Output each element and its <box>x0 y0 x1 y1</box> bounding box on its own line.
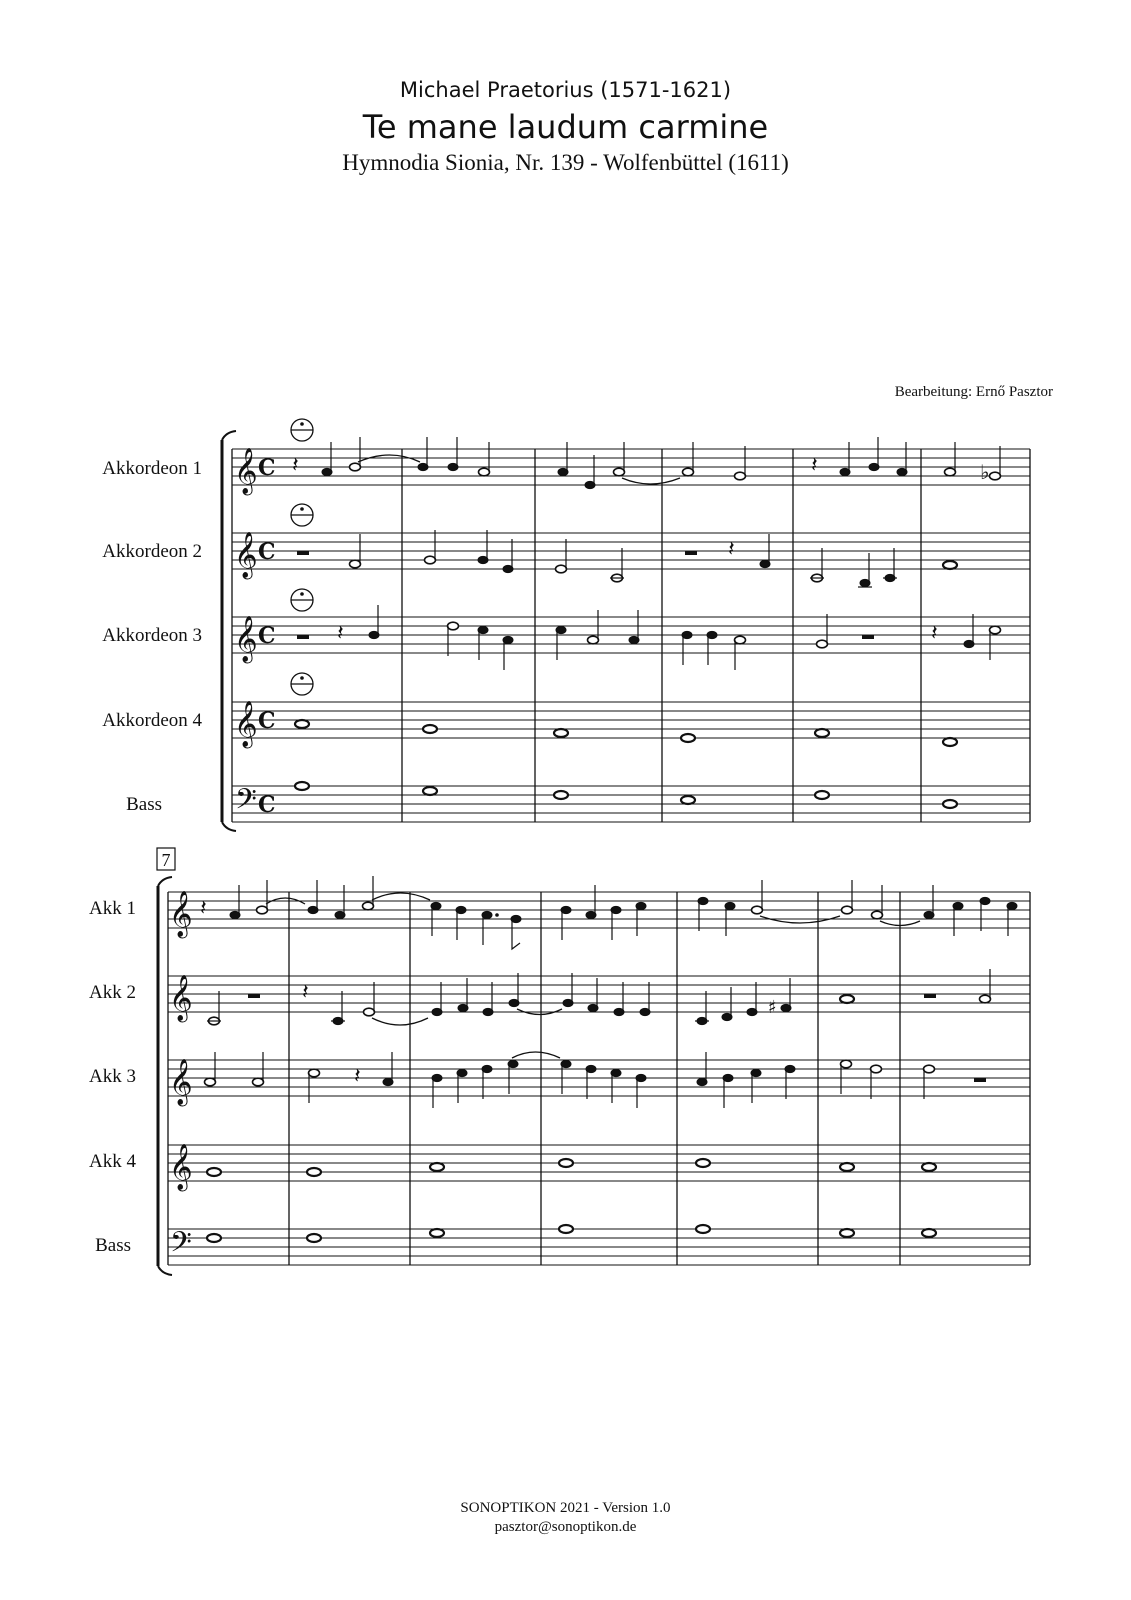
bass-notes-s2 <box>207 1225 936 1242</box>
time-signature: C <box>258 792 276 818</box>
bracket-bottom-hook <box>158 1266 172 1275</box>
akk1-notes-s2 <box>200 876 1017 949</box>
svg-text:𝄽: 𝄽 <box>292 453 299 478</box>
bracket-top-hook <box>222 431 236 440</box>
staff-label-akk1: Akkordeon 1 <box>102 458 202 479</box>
system-2 <box>89 848 1030 1275</box>
staff-label-akk1: Akk 1 <box>89 898 136 919</box>
time-signature: C <box>258 623 276 649</box>
staff-label-akk3: Akkordeon 3 <box>102 625 202 646</box>
treble-clef: 𝄞 <box>169 975 193 1021</box>
staff-label-akk3: Akk 3 <box>89 1066 136 1087</box>
treble-clef: 𝄞 <box>234 448 258 494</box>
piece-title: Te mane laudum carmine <box>362 108 769 146</box>
footer-email: pasztor@sonoptikon.de <box>494 1519 637 1535</box>
piece-subtitle: Hymnodia Sionia, Nr. 139 - Wolfenbüttel (1611) <box>342 150 789 175</box>
treble-clef: 𝄞 <box>234 701 258 747</box>
svg-text:♯: ♯ <box>768 997 777 1018</box>
svg-text:𝄽: 𝄽 <box>728 537 735 562</box>
treble-clef: 𝄞 <box>169 1059 193 1105</box>
akk1-notes-s1 <box>292 437 1001 489</box>
akk4-notes-s2 <box>207 1159 936 1176</box>
staff-label-bass: Bass <box>126 794 162 815</box>
treble-clef: 𝄞 <box>234 616 258 662</box>
system-1 <box>102 419 1030 831</box>
staff-label-akk4: Akkordeon 4 <box>102 710 202 731</box>
svg-text:𝄽: 𝄽 <box>302 980 309 1005</box>
composer: Michael Praetorius (1571-1621) <box>399 78 732 102</box>
time-signature: C <box>258 455 276 481</box>
svg-text:𝄽: 𝄽 <box>931 621 938 646</box>
svg-text:𝄽: 𝄽 <box>200 896 207 921</box>
treble-clef: 𝄞 <box>169 1144 193 1190</box>
time-signature: C <box>258 539 276 565</box>
svg-text:𝄽: 𝄽 <box>337 621 344 646</box>
bass-clef: 𝄢 <box>170 1226 192 1266</box>
measure-number: 7 <box>161 850 171 870</box>
arranger-credit: Bearbeitung: Ernő Pasztor <box>894 384 1053 400</box>
svg-text:♭: ♭ <box>980 460 990 484</box>
bracket-top-hook <box>158 877 172 886</box>
svg-text:𝄽: 𝄽 <box>354 1064 361 1089</box>
bracket-bottom-hook <box>222 822 236 831</box>
treble-clef: 𝄞 <box>234 532 258 578</box>
time-signature: C <box>258 708 276 734</box>
staff-lines <box>232 449 1030 822</box>
treble-clef: 𝄞 <box>169 891 193 937</box>
akk4-notes-s1 <box>295 720 957 746</box>
akk2-notes-s2 <box>207 969 991 1025</box>
staff-label-akk2: Akkordeon 2 <box>102 541 202 562</box>
akk2-notes-s1 <box>297 530 957 587</box>
bass-clef: 𝄢 <box>235 783 257 823</box>
staff-label-akk2: Akk 2 <box>89 982 136 1003</box>
footer-copyright: SONOPTIKON 2021 - Version 1.0 <box>460 1500 671 1516</box>
staff-lines <box>168 892 1030 1265</box>
staff-label-akk4: Akk 4 <box>89 1151 136 1172</box>
svg-text:𝄽: 𝄽 <box>811 453 818 478</box>
staff-label-bass: Bass <box>95 1235 131 1256</box>
